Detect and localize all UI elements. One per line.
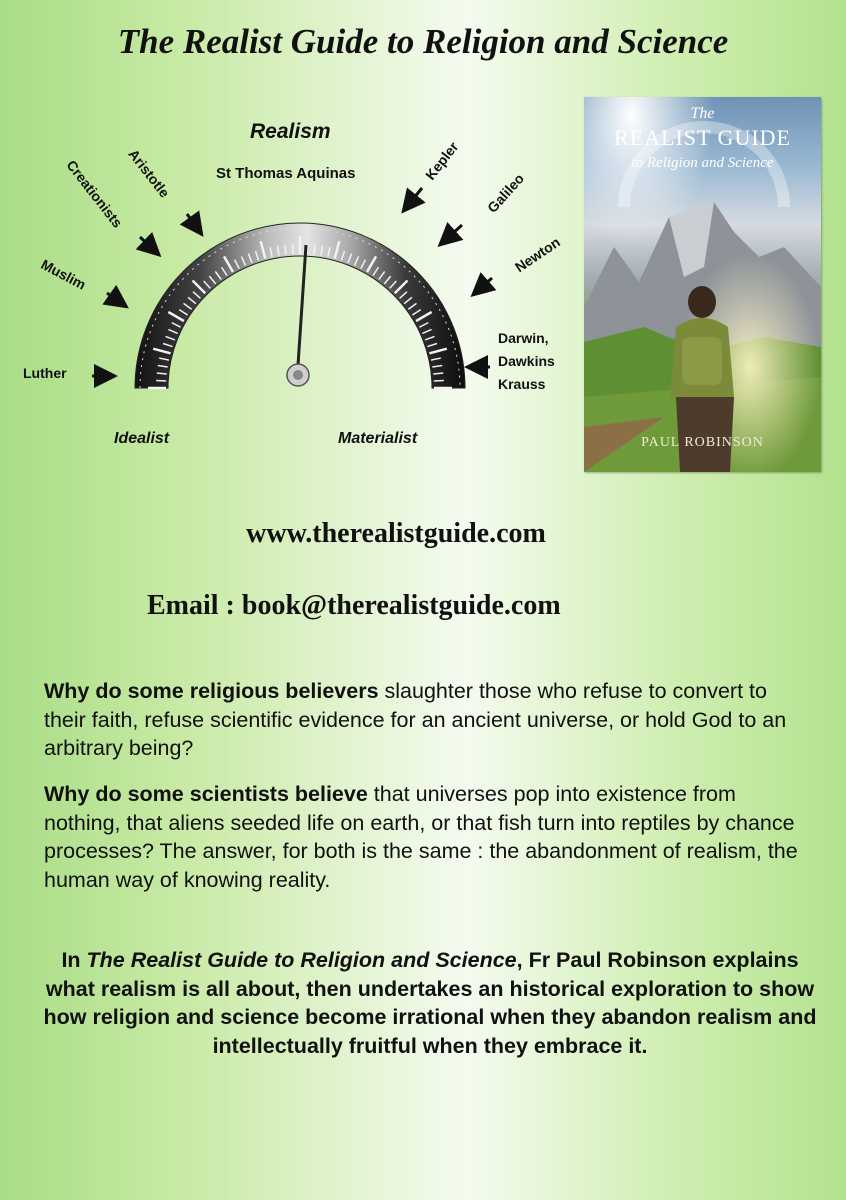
marker-creationists: Creationists bbox=[63, 157, 126, 231]
realism-gauge bbox=[0, 0, 580, 480]
email-link[interactable]: book@therealistguide.com bbox=[241, 590, 561, 621]
gauge-label-idealist: Idealist bbox=[114, 430, 170, 447]
marker-muslim: Muslim bbox=[38, 256, 89, 293]
marker-darwin: Darwin, bbox=[498, 330, 549, 346]
email-line bbox=[147, 590, 561, 622]
paragraph2-text: that universes pop into existence from nothing, that aliens seeded life on earth, or that fish turn into reptiles by chance processes? The answer, for both is the same : the abandonment of realism, the human way of knowing reality. bbox=[44, 782, 798, 892]
marker-galileo: Galileo bbox=[484, 170, 528, 216]
marker-newton: Newton bbox=[512, 233, 563, 276]
paragraph3-text: , Fr Paul Robinson explains what realism is all about, then undertakes an historical exploration to show how religion and science become irrational when they abandon realism and intellectually fruitful when they embrace it. bbox=[43, 948, 817, 1058]
gauge-tick bbox=[433, 373, 443, 374]
arrow-muslim bbox=[107, 293, 124, 305]
paragraph-book-summary bbox=[40, 946, 820, 1060]
gauge-tick bbox=[157, 373, 167, 374]
cover-title: REALIST GUIDE bbox=[614, 125, 791, 150]
paragraph-scientists bbox=[44, 780, 814, 894]
gauge-needle bbox=[298, 245, 306, 365]
gauge-label-realism: Realism bbox=[250, 120, 331, 143]
marker-kepler: Kepler bbox=[422, 138, 462, 183]
gauge-tick bbox=[285, 245, 286, 255]
gauge-tick bbox=[434, 380, 444, 381]
book-cover-image bbox=[584, 97, 821, 472]
arrow-creationists bbox=[140, 237, 157, 253]
marker-krauss: Krauss bbox=[498, 376, 546, 392]
paragraph-religious-believers bbox=[44, 677, 814, 763]
gauge-tick bbox=[156, 380, 166, 381]
paragraph3-prefix: In bbox=[61, 948, 87, 972]
paragraph2-bold: Why do some scientists believe bbox=[44, 782, 368, 806]
email-label: Email : bbox=[147, 590, 242, 621]
paragraph3-book-title: The Realist Guide to Religion and Science bbox=[86, 948, 517, 972]
arrow-aristotle bbox=[187, 214, 200, 232]
cover-author: PAUL ROBINSON bbox=[641, 435, 764, 450]
gauge-label-aquinas: St Thomas Aquinas bbox=[216, 165, 356, 182]
cover-illustration bbox=[584, 97, 821, 472]
arrow-kepler bbox=[405, 188, 422, 209]
page-title: The Realist Guide to Religion and Science bbox=[117, 22, 729, 61]
gauge-tick bbox=[292, 244, 293, 254]
paragraph1-bold: Why do some religious believers bbox=[44, 679, 379, 703]
cover-subtitle: to Religion and Science bbox=[631, 155, 774, 171]
marker-luther: Luther bbox=[23, 365, 67, 381]
paragraph1-text: slaughter those who refuse to convert to their faith, refuse scientific evidence for an ancient universe, or hold God to an arbitrary being? bbox=[44, 679, 787, 760]
marker-aristotle: Aristotle bbox=[125, 146, 173, 201]
website-link[interactable]: www.therealistguide.com bbox=[246, 518, 546, 549]
gauge-tick bbox=[314, 245, 315, 255]
cover-the: The bbox=[690, 105, 715, 122]
marker-dawkins: Dawkins bbox=[498, 353, 555, 369]
arrow-newton bbox=[475, 278, 492, 293]
gauge-label-materialist: Materialist bbox=[338, 430, 418, 447]
arrow-galileo bbox=[442, 225, 462, 243]
